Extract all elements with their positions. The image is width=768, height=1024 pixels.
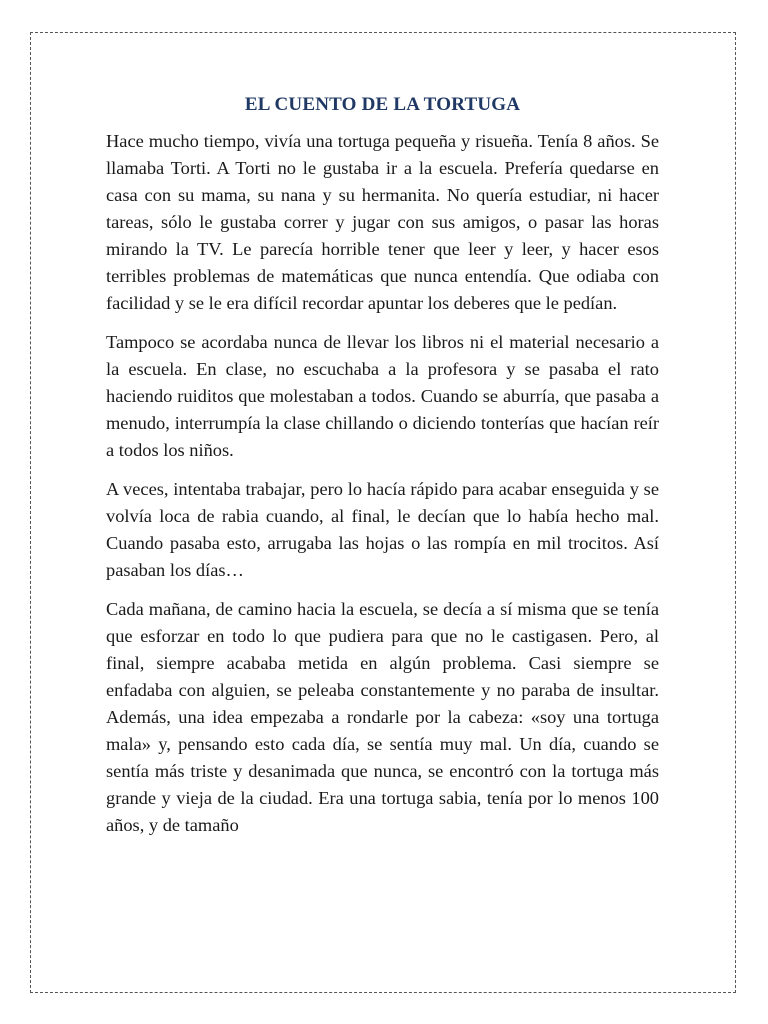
paragraph-3: A veces, intentaba trabajar, pero lo hacía rápido para acabar enseguida y se volvía loca de rabia cuando, al final, le decían que lo había hecho mal. Cuando pasaba esto, arrugaba las hojas o las rompía en mil trocitos. Así pasaban los días… <box>106 479 659 580</box>
document-body <box>106 92 659 851</box>
document-title: EL CUENTO DE LA TORTUGA <box>244 94 521 115</box>
paragraph-1: Hace mucho tiempo, vivía una tortuga pequeña y risueña. Tenía 8 años. Se llamaba Torti. A Torti no le gustaba ir a la escuela. Prefería quedarse en casa con su mama, su nana y su hermanita. No quería estudiar, ni hacer tareas, sólo le gustaba correr y jugar con sus amigos, o pasar las horas mirando la TV. Le parecía horrible tener que leer y leer, y hacer esos terribles problemas de matemáticas que nunca entendía. Que odiaba con facilidad y se le era difícil recordar apuntar los deberes que le pedían. <box>106 131 659 313</box>
paragraph-2: Tampoco se acordaba nunca de llevar los libros ni el material necesario a la escuela. En clase, no escuchaba a la profesora y se pasaba el rato haciendo ruiditos que molestaban a todos. Cuando se aburría, que pasaba a menudo, interrumpía la clase chillando o diciendo tonterías que hacían reír a todos los niños. <box>106 332 659 460</box>
paragraph-4: Cada mañana, de camino hacia la escuela, se decía a sí misma que se tenía que esforzar en todo lo que pudiera para que no le castigasen. Pero, al final, siempre acababa metida en algún problema. Casi siempre se enfadaba con alguien, se peleaba constantemente y no paraba de insultar. Además, una idea empezaba a rondarle por la cabeza: «soy una tortuga mala» y, pensando esto cada día, se sentía muy mal. Un día, cuando se sentía más triste y desanimada que nunca, se encontró con la tortuga más grande y vieja de la ciudad. Era una tortuga sabia, tenía por lo menos 100 años, y de tamaño <box>106 599 659 835</box>
